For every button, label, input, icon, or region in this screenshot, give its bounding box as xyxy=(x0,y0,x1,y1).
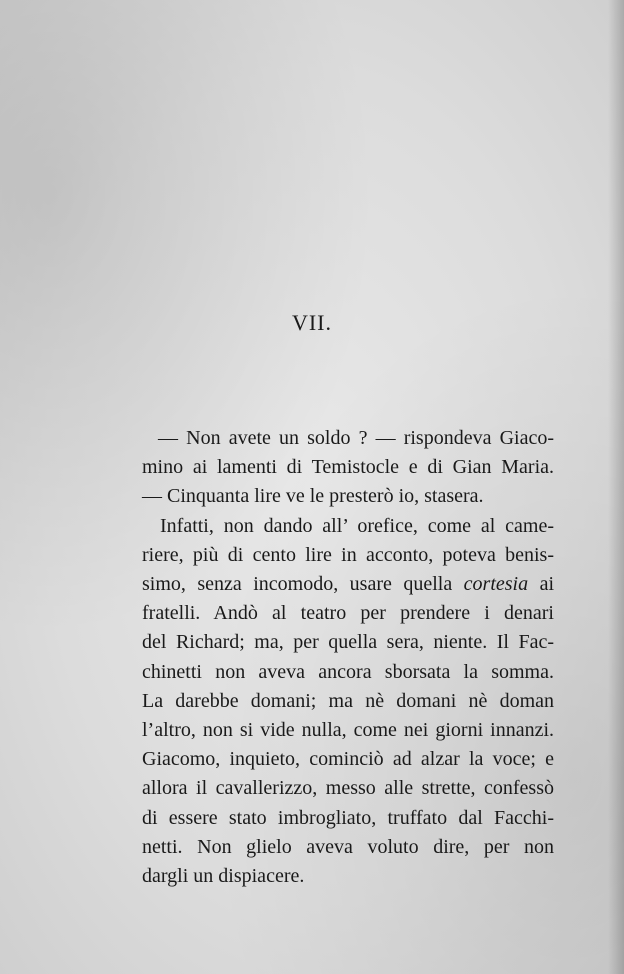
italic-word: cortesia xyxy=(463,573,529,596)
text-line: del Richard; ma, per quella sera, niente. Il Fac- xyxy=(142,631,554,654)
text-line: allora il cavallerizzo, messo alle strette, confessò xyxy=(142,777,554,800)
text-line: mino ai lamenti di Temistocle e di Gian Maria. xyxy=(142,456,554,479)
text-line: — Cinquanta lire ve le presterò io, stasera. xyxy=(142,485,484,508)
text-line: dargli un dispiacere. xyxy=(142,865,305,888)
text-line: l’altro, non si vide nulla, come nei giorni innanzi. xyxy=(142,719,554,742)
text-line xyxy=(142,570,554,599)
text-line: Giacomo, inquieto, cominciò ad alzar la voce; e xyxy=(142,748,554,771)
text-segment: simo, senza incomodo, usare quella xyxy=(142,573,464,596)
text-line: riere, più di cento lire in acconto, poteva benis- xyxy=(142,543,554,566)
text-line: — Non avete un soldo ? — rispondeva Giaco- xyxy=(158,427,554,449)
page-edge-shadow xyxy=(608,0,624,974)
text-segment: ai xyxy=(528,573,555,596)
chapter-heading: VII. xyxy=(291,310,333,335)
text-line: Infatti, non dando all’ orefice, come al came- xyxy=(160,514,554,537)
text-line: fratelli. Andò al teatro per prendere i denari xyxy=(142,602,554,625)
text-line: netti. Non glielo aveva voluto dire, per non xyxy=(142,835,554,858)
text-line: La darebbe domani; ma nè domani nè doman xyxy=(142,689,554,712)
body-text xyxy=(142,424,554,891)
text-line: chinetti non aveva ancora sborsata la somma. xyxy=(142,660,554,683)
text-line: di essere stato imbrogliato, truffato dal Facchi- xyxy=(142,806,554,829)
